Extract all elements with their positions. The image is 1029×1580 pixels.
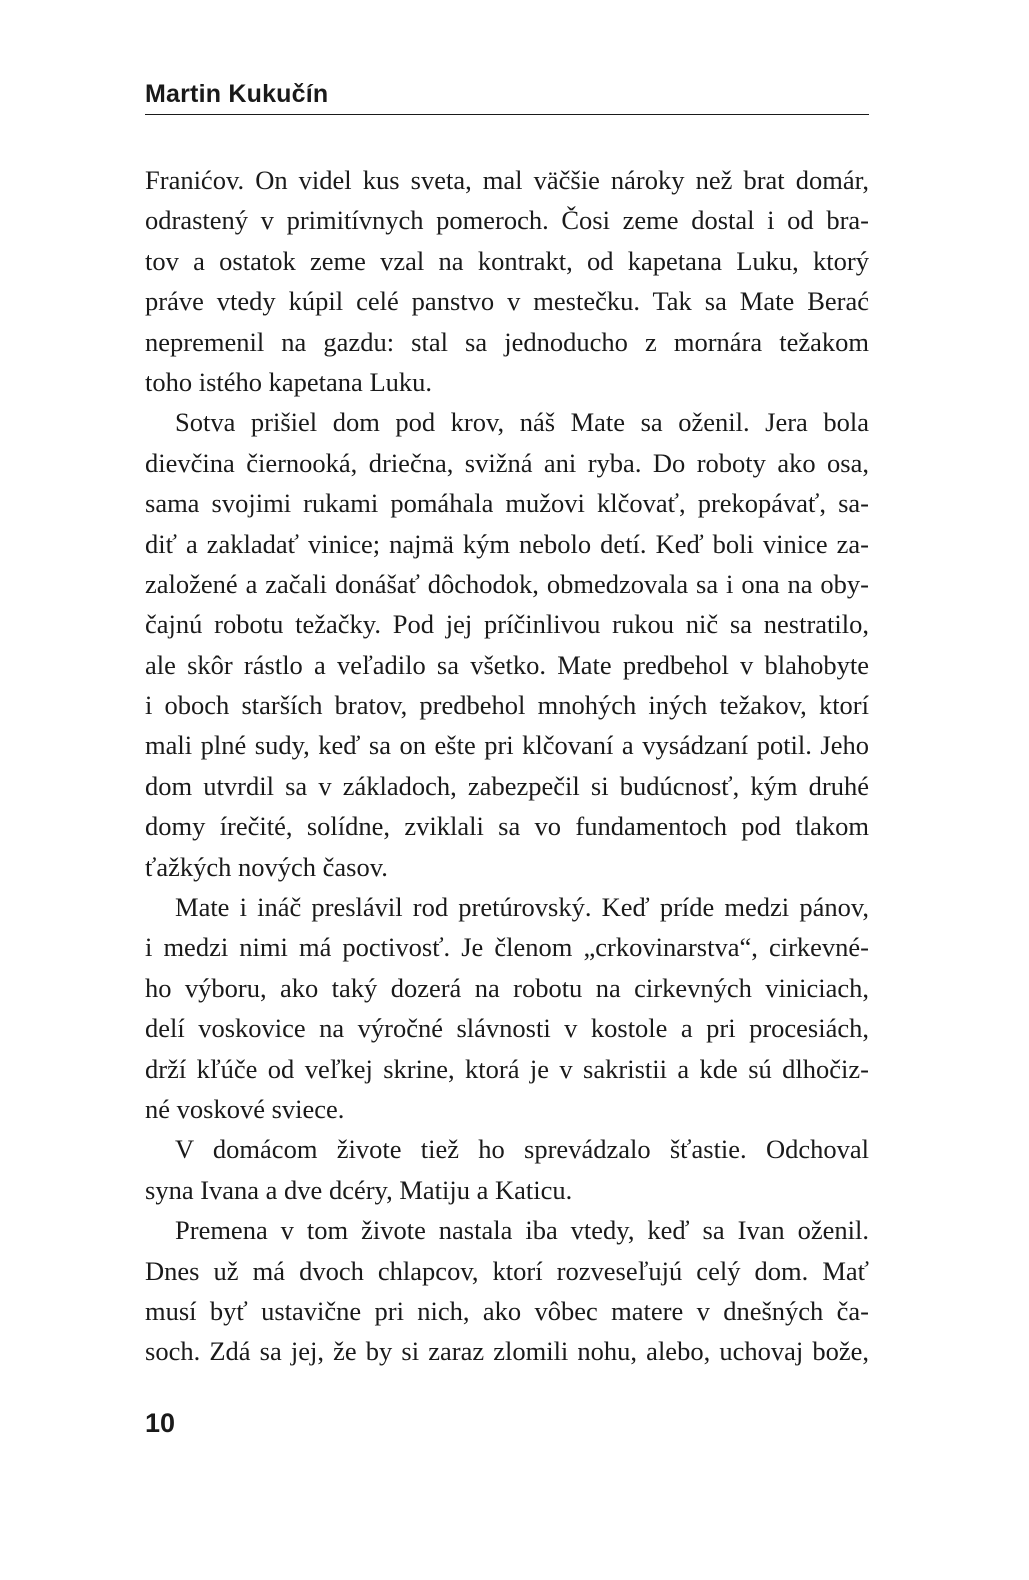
text-line: musí byť ustavične pri nich, ako vôbec matere v dnešných ča- <box>145 1295 869 1326</box>
paragraph <box>145 402 869 887</box>
text-line: ťažkých nových časov. <box>145 851 388 882</box>
text-line: drží kľúče od veľkej skrine, ktorá je v sakristii a kde sú dlhočiz- <box>145 1053 869 1084</box>
header-rule <box>145 114 869 115</box>
text-line: nepremenil na gazdu: stal sa jednoducho z mornára težakom <box>145 326 869 357</box>
body-text <box>145 160 869 1372</box>
text-line: né voskové sviece. <box>145 1093 345 1124</box>
text-line: syna Ivana a dve dcéry, Matiju a Katicu. <box>145 1174 573 1205</box>
text-line: dom utvrdil sa v základoch, zabezpečil si budúcnosť, kým druhé <box>145 770 869 801</box>
text-line: čajnú robotu težačky. Pod jej príčinlivou rukou nič sa nestratilo, <box>145 609 869 640</box>
paragraph <box>145 1210 869 1372</box>
text-line: ho výboru, ako taký dozerá na robotu na cirkevných viniciach, <box>145 972 869 1003</box>
text-line: Mate i ináč preslávil rod pretúrovský. Keď príde medzi pánov, <box>175 892 869 923</box>
text-line: soch. Zdá sa jej, že by si zaraz zlomili nohu, alebo, uchovaj bože, <box>145 1336 869 1367</box>
text-line: sama svojimi rukami pomáhala mužovi klčovať, prekopávať, sa- <box>145 488 869 519</box>
paragraph <box>145 160 869 402</box>
text-line: i oboch starších bratov, predbehol mnohých iných težakov, ktorí <box>145 690 869 721</box>
page-number: 10 <box>145 1408 176 1438</box>
text-line: práve vtedy kúpil celé panstvo v mestečku. Tak sa Mate Berać <box>145 286 869 317</box>
text-line: odrastený v primitívnych pomeroch. Čosi zeme dostal i od bra- <box>145 205 869 236</box>
text-line: založené a začali donášať dôchodok, obmedzovala sa i ona na oby- <box>145 568 869 599</box>
text-line: dievčina čiernooká, driečna, svižná ani ryba. Do roboty ako osa, <box>145 447 869 478</box>
text-line: Dnes už má dvoch chlapcov, ktorí rozveseľujú celý dom. Mať <box>145 1255 869 1286</box>
text-line: ale skôr rástlo a veľadilo sa všetko. Mate predbehol v blahobyte <box>145 649 869 680</box>
text-line: domy írečité, solídne, zviklali sa vo fundamentoch pod tlakom <box>145 811 869 842</box>
text-line: i medzi nimi má poctivosť. Je členom „crkovinarstva“, cirkevné- <box>145 932 869 963</box>
running-head-author: Martin Kukučín <box>145 80 329 108</box>
text-line: V domácom živote tiež ho sprevádzalo šťastie. Odchoval <box>175 1134 869 1165</box>
text-line: tov a ostatok zeme vzal na kontrakt, od kapetana Luku, ktorý <box>145 245 869 276</box>
text-line: mali plné sudy, keď sa on ešte pri klčovaní a vysádzaní potil. Jeho <box>145 730 869 761</box>
text-line: Premena v tom živote nastala iba vtedy, keď sa Ivan oženil. <box>175 1215 869 1246</box>
paragraph <box>145 887 869 1129</box>
text-line: Sotva prišiel dom pod krov, náš Mate sa oženil. Jera bola <box>175 407 869 438</box>
text-line: diť a zakladať vinice; najmä kým nebolo detí. Keď boli vinice za- <box>145 528 869 559</box>
text-line: Franićov. On videl kus sveta, mal väčšie nároky než brat domár, <box>145 165 869 195</box>
text-line: toho istého kapetana Luku. <box>145 366 433 397</box>
text-line: delí voskovice na výročné slávnosti v kostole a pri procesiách, <box>145 1013 869 1044</box>
paragraph <box>145 1129 869 1210</box>
